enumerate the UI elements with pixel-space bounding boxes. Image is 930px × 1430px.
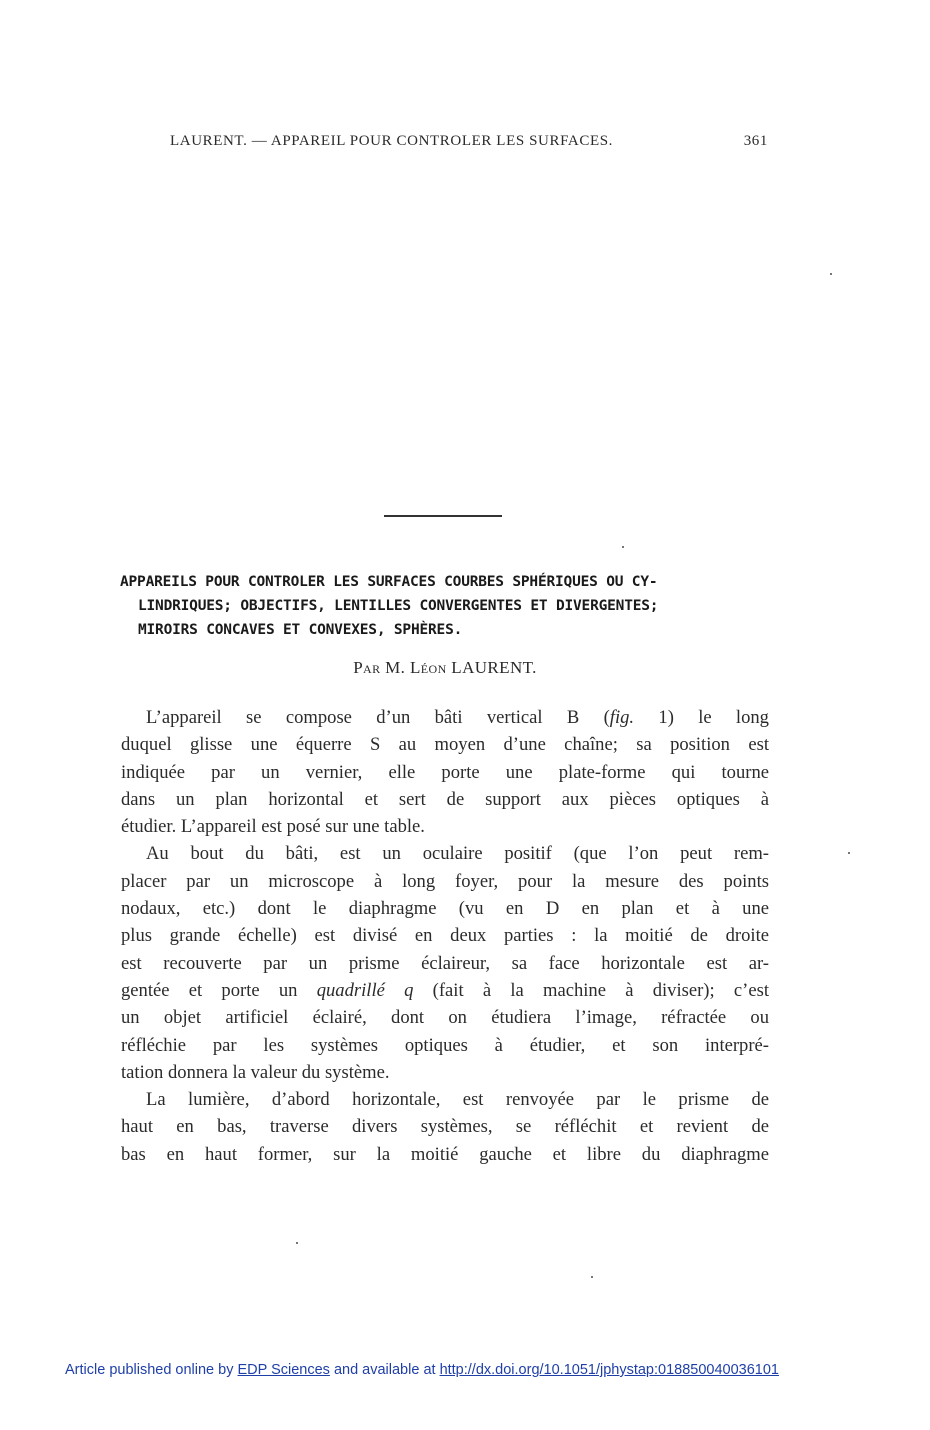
author-last-name: LAURENT. [451, 658, 537, 677]
author-prefix: Par M. [353, 658, 406, 677]
text-line: Au bout du bâti, est un oculaire positif (que l’on peut rem- [146, 843, 769, 865]
text-line: étudier. L’appareil est posé sur une table. [121, 816, 425, 838]
title-line: LINDRIQUES; OBJECTIFS, LENTILLES CONVERGENTES ET DIVERGENTES; [138, 598, 659, 614]
running-title: LAURENT. — APPAREIL POUR CONTROLER LES SURFACES. [170, 133, 614, 149]
text-line: placer par un microscope à long foyer, pour la mesure des points [121, 870, 769, 892]
text-line: gentée et porte un quadrillé q (fait à la machine à diviser); c’est [121, 979, 769, 1001]
scan-speck [848, 852, 850, 854]
paragraph [121, 704, 769, 840]
scan-speck [830, 273, 832, 275]
article-body [121, 704, 769, 1168]
title-line: APPAREILS POUR CONTROLER LES SURFACES COURBES SPHÉRIQUES OU CY- [120, 574, 658, 590]
author-byline [120, 658, 770, 678]
section-rule [384, 515, 502, 517]
text-line: bas en haut former, sur la moitié gauche et libre du diaphragme [121, 1143, 769, 1165]
text-line: duquel glisse une équerre S au moyen d’une chaîne; sa position est [121, 734, 769, 756]
text-line: un objet artificiel éclairé, dont on étudiera l’image, réfractée ou [121, 1007, 769, 1029]
text-line: La lumière, d’abord horizontale, est renvoyée par le prisme de [146, 1089, 769, 1111]
emphasis: fig. [609, 707, 635, 728]
article-title [120, 570, 770, 642]
footer-middle: and available at [333, 1362, 436, 1378]
title-line: MIROIRS CONCAVES ET CONVEXES, SPHÈRES. [138, 622, 463, 638]
running-head [170, 133, 770, 150]
text-line: dans un plan horizontal et sert de support aux pièces optiques à [121, 788, 769, 810]
text-line: indiquée par un vernier, elle porte une plate-forme qui tourne [121, 761, 769, 783]
author-first-name: Léon [409, 658, 447, 677]
paragraph [121, 1086, 769, 1168]
footer-prefix: Article published online by [65, 1362, 234, 1378]
publication-footer [65, 1362, 779, 1378]
text-line: plus grande échelle) est divisé en deux parties : la moitié de droite [121, 925, 769, 947]
text-line: L’appareil se compose d’un bâti vertical B (fig. 1) le long [146, 707, 769, 728]
text-line: haut en bas, traverse divers systèmes, se réfléchit et revient de [121, 1116, 769, 1138]
doi-link[interactable]: http://dx.doi.org/10.1051/jphystap:018850040036101 [439, 1362, 779, 1378]
text-line: nodaux, etc.) dont le diaphragme (vu en D en plan et à une [121, 898, 769, 920]
text-line: est recouverte par un prisme éclaireur, sa face horizontale est ar- [121, 952, 769, 974]
scan-speck [622, 546, 624, 548]
paragraph [121, 840, 769, 1086]
publisher-link[interactable]: EDP Sciences [237, 1362, 330, 1378]
text-line: tation donnera la valeur du système. [121, 1061, 390, 1083]
text-line: réfléchie par les systèmes optiques à étudier, et son interpré- [121, 1034, 769, 1056]
emphasis: quadrillé q [316, 979, 414, 1001]
page-number: 361 [743, 133, 768, 149]
scan-speck [591, 1276, 593, 1278]
scan-speck [296, 1242, 298, 1244]
